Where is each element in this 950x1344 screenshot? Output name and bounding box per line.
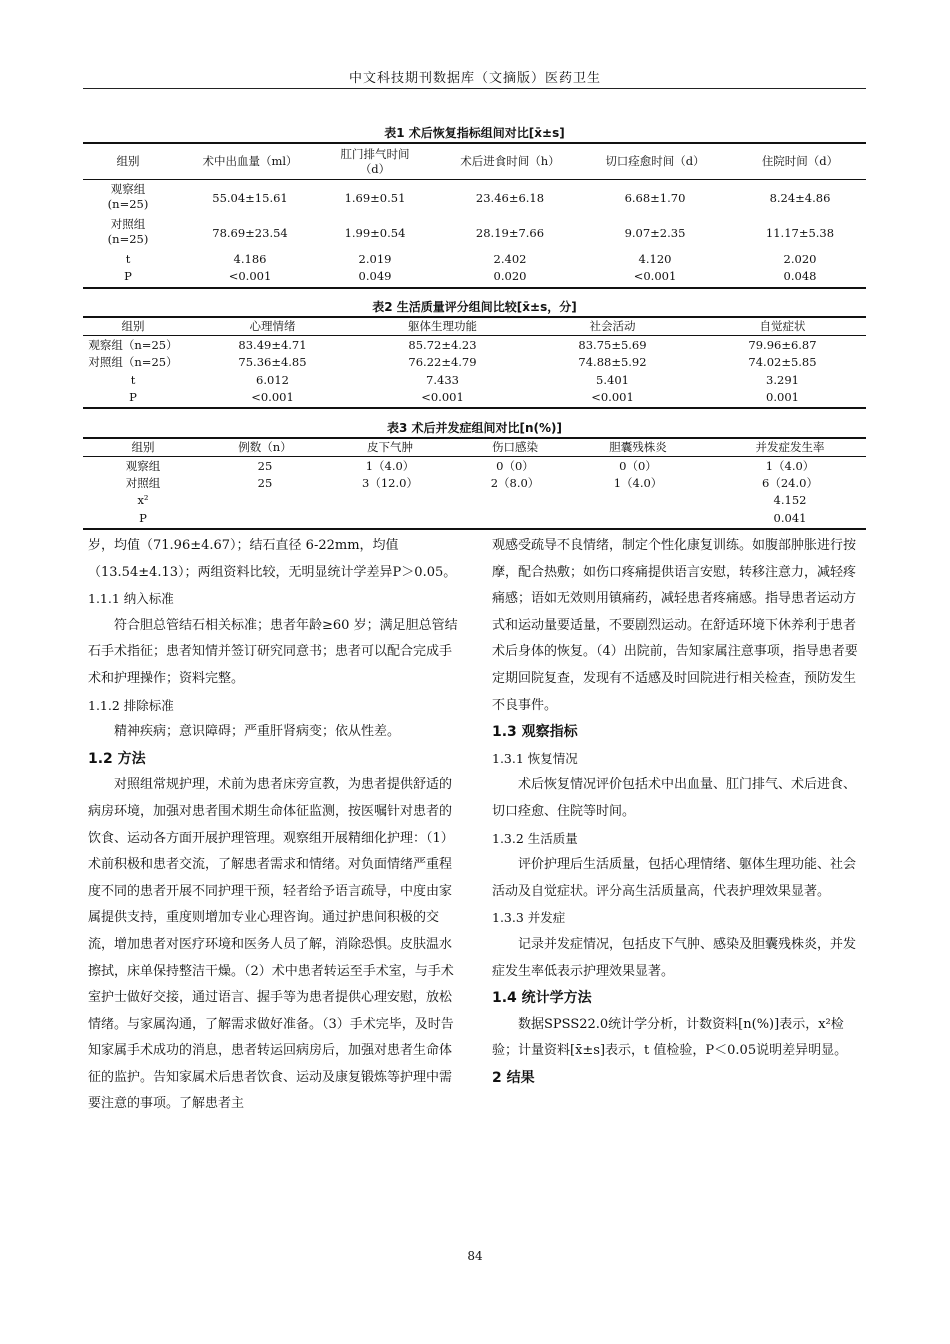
subsection-heading: 1.1.2 排除标准 [88,697,174,713]
table2-cell: 74.02±5.85 [748,355,817,369]
table3-header-cell: 并发症发生率 [755,440,825,454]
table2-group-cell: P [129,390,137,404]
body-paragraph: 评价护理后生活质量，包括心理情绪、躯体生理功能、社会活动及自觉症状。评分高生活质量高，代表护理效果显著。 [492,857,857,899]
body-paragraph: 记录并发症情况，包括皮下气肿、感染及胆囊残株炎，并发症发生率低表示护理效果显著。 [492,936,857,979]
table3-header-cell: 例数（n） [238,440,292,454]
subsection-heading: 1.3.1 恢复情况 [492,750,578,766]
table1-cell: 4.120 [638,252,672,266]
table2-header-cell: 自觉症状 [759,319,806,333]
table3-group-cell: P [139,511,147,525]
body-paragraph: 观感受疏导不良情绪，制定个性化康复训练。如腹部肿胀进行按摩，配合热敷；如伤口疼痛提供语言安慰，转移注意力，减轻疼痛感；语如无效则用镇痛药，减轻患者疼痛感。指导患者运动方式和运动量要适量，不要剧烈运动。在舒适环境下休养利于患者术后身体的恢复。（4）出院前，告知家属注意事项，指导患者要定期回院复查，发现有不适感及时回院进行相关检查，预防发生不良事件。 [492,538,858,713]
subsection-heading: 1.3.3 并发症 [492,910,566,926]
table2-cell: 74.88±5.92 [578,355,647,369]
table1-cell: 1.99±0.54 [344,226,406,240]
table1-cell: 0.048 [783,269,817,283]
table3-top-rule [83,437,866,439]
table1-header-cell: 住院时间（d） [761,154,839,168]
table2-cell: <0.001 [591,390,634,404]
table3-header-cell: 胆囊残株炎 [609,440,667,454]
header-rule [83,88,866,89]
table1-cell: 6.68±1.70 [624,191,686,205]
table2-header-rule [83,335,866,336]
subsection-heading: 1.3.2 生活质量 [492,830,578,846]
table1-cell: 2.020 [783,252,817,266]
table2-cell: 75.36±4.85 [238,355,307,369]
table2-cell: 79.96±6.87 [748,338,817,352]
table1-cell: 0.049 [358,269,392,283]
table3-cell: 25 [257,459,273,473]
table1-group-n: (n=25) [107,197,149,211]
table3-caption: 表3 术后并发症组间对比[n(%)] [386,421,563,435]
table1-cell: 28.19±7.66 [475,226,545,240]
table2-cell: 83.49±4.71 [238,338,307,352]
section-heading: 1.3 观察指标 [492,724,578,741]
table3-cell: 4.152 [773,493,807,507]
table1-cell: 8.24±4.86 [769,191,831,205]
table1-cell: 1.69±0.51 [344,191,406,205]
table2-cell: 83.75±5.69 [578,338,647,352]
table3-group-cell: 对照组 [125,476,161,490]
table1-cell: 9.07±2.35 [624,226,686,240]
table2-header-cell: 社会活动 [589,319,636,333]
table1-cell: 11.17±5.38 [765,226,835,240]
table3-header-cell: 伤口感染 [492,440,538,454]
table1-group-cell: t [125,252,131,266]
table1-cell: 55.04±15.61 [212,191,288,205]
body-paragraph: 术后恢复情况评价包括术中出血量、肛门排气、术后进食、切口痊愈、住院等时间。 [492,777,857,819]
table3-header-rule [83,456,866,457]
page-number: 84 [467,1249,483,1263]
table1-group-n: (n=25) [107,232,149,246]
table1-top-rule [83,142,866,144]
right-column [492,533,864,1091]
body-paragraph: 岁，均值（71.96±4.67）；结石直径 6-22mm，均值（13.54±4.13）；两组资料比较，无明显统计学差异P＞0.05。 [88,538,457,580]
table1-cell: 0.020 [493,269,527,283]
table3-header-cell: 组别 [131,440,155,454]
table2-caption: 表2 生活质量评分组间比较[x̄±s，分] [372,300,577,314]
table1-cell: 23.46±6.18 [475,191,545,205]
table1-group-cell: P [124,269,132,283]
journal-header: 中文科技期刊数据库（文摘版）医药卫生 [348,71,601,86]
table3-cell: 0（0） [496,459,534,473]
section-heading: 1.2 方法 [88,750,146,767]
table1-cell: 78.69±23.54 [212,226,288,240]
subsection-heading: 1.1.1 纳入标准 [88,591,174,607]
table1-group-cell: 观察组 [110,182,146,196]
body-paragraph: 对照组常规护理，术前为患者床旁宣教，为患者提供舒适的病房环境，加强对患者围术期生命体征监测，按医嘱针对患者的饮食、运动各方面开展护理管理。观察组开展精细化护理：（1）术前积极和患者交流，了解患者需求和情绪。对负面情绪严重程度不同的患者开展不同护理干预，轻者给予语言疏导，中度由家属提供支持，重度则增加专业心理咨询。通过护患间积极的交流，增加患者对医疗环境和医务人员了解，消除恐惧。皮肤温水擦拭，床单保持整洁干燥。（2）术中患者转运至手术室，与手术室护士做好交接，通过语言、握手等为患者提供心理安慰，放松情绪。与家属沟通，了解需求做好准备。（3）手术完毕，及时告知家属手术成功的消息，患者转运回病房后，加强对患者生命体征的监护。告知家属术后患者饮食、运动及康复锻炼等护理中需要注意的事项。了解患者主 [88,777,454,1112]
body-paragraph: 数据SPSS22.0统计学分析，计数资料[n(%)]表示，x²检验；计量资料[x̄±s]表示，t 值检验，P＜0.05说明差异明显。 [492,1016,848,1059]
table2-group-cell: t [130,373,136,387]
table2-cell: 3.291 [766,373,799,387]
table2-header-cell: 心理情绪 [249,319,296,333]
table1-group-cell: 对照组 [110,217,146,231]
section-heading: 1.4 统计学方法 [492,990,592,1007]
table1-bottom-rule [83,287,866,289]
table3-cell: 0（0） [619,459,657,473]
table3-cell: 25 [257,476,273,490]
table2-cell: 6.012 [256,373,289,387]
table2-cell: <0.001 [251,390,294,404]
table2-header-cell: 组别 [121,319,145,333]
body-paragraph: 精神疾病；意识障碍；严重肝肾病变；依从性差。 [114,724,401,740]
table1-cell: 4.186 [233,252,267,266]
table2-cell: 0.001 [766,390,799,404]
table1-caption: 表1 术后恢复指标组间对比[x̄±s] [384,126,565,140]
table3-cell: 1（4.0） [765,459,815,473]
table1-cell: 2.402 [493,252,527,266]
table2-cell: 7.433 [426,373,459,387]
table2-bottom-rule [83,407,866,409]
table2-top-rule [83,316,866,318]
table3-cell: 0.041 [773,511,807,525]
section-heading: 2 结果 [492,1069,535,1086]
table1-cell: <0.001 [228,269,272,283]
table2-group-cell: 对照组（n=25） [88,355,178,369]
body-paragraph: 符合胆总管结石相关标准；患者年龄≥60 岁；满足胆总管结石手术指征；患者知情并签订研究同意书；患者可以配合完成手术和护理操作；资料完整。 [88,617,458,686]
table1-header-cell: （d） [359,162,391,176]
table2-cell: <0.001 [421,390,464,404]
table1-cell: <0.001 [633,269,677,283]
table1-header-cell: 术中出血量（ml） [202,154,298,168]
table3-bottom-rule [83,528,866,530]
table2-cell: 76.22±4.79 [408,355,477,369]
table1-header-cell: 肛门排气时间 [340,147,410,161]
table1-header-rule [83,179,866,180]
table1-header-cell: 术后进食时间（h） [460,154,560,168]
table3-group-cell: 观察组 [125,459,161,473]
table1-header-cell: 切口痊愈时间（d） [605,154,705,168]
table3-cell: 1（4.0） [613,476,663,490]
table3-cell: 3（12.0） [362,476,418,490]
table3-group-cell: x² [137,493,149,507]
table2-group-cell: 观察组（n=25） [88,338,178,352]
left-column [88,533,460,1118]
table3-cell: 2（8.0） [490,476,540,490]
table2-cell: 5.401 [596,373,629,387]
table1-cell: 2.019 [358,252,392,266]
table3-cell: 6（24.0） [762,476,818,490]
table3-header-cell: 皮下气肿 [367,440,413,454]
table1-header-cell: 组别 [116,154,140,168]
table3-cell: 1（4.0） [365,459,415,473]
table2-header-cell: 躯体生理功能 [408,319,477,333]
table2-cell: 85.72±4.23 [408,338,477,352]
